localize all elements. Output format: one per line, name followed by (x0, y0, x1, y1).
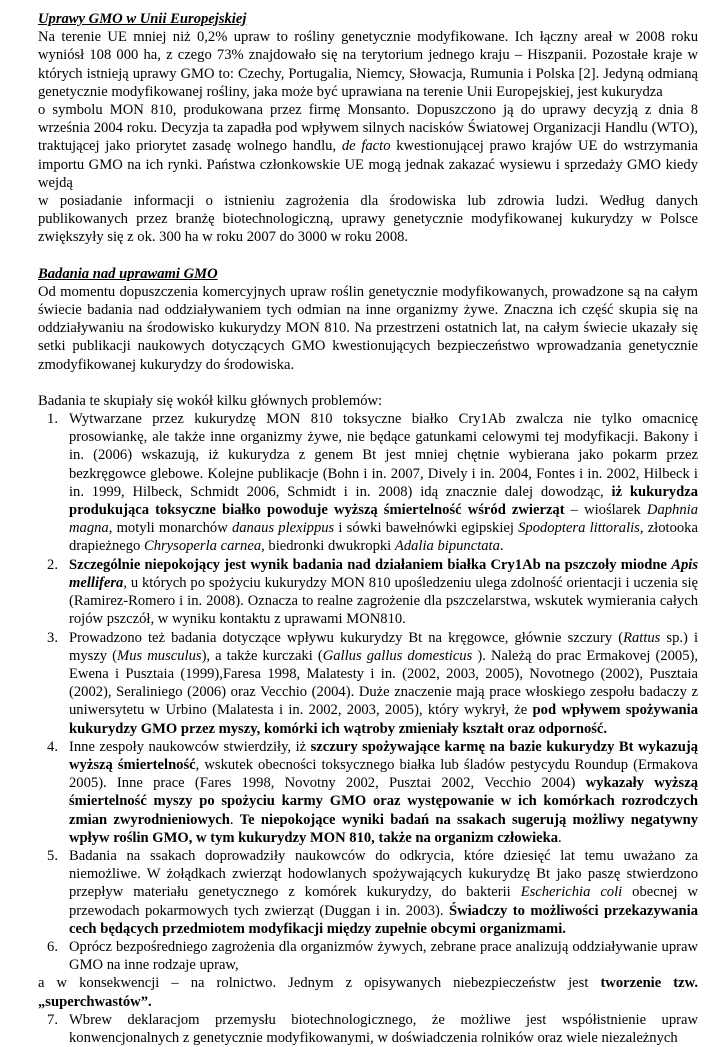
list-number: 4. (47, 738, 58, 755)
section-heading-eu-crops: Uprawy GMO w Unii Europejskiej (38, 11, 247, 27)
paragraph-eu-crops-1: Na terenie UE mniej niż 0,2% upraw to rośliny genetycznie modyfikowane. Ich łączny areał w 2008 roku wyniósł 108 000 ha, z czego 73% znajdowało się na terytorium jednego kraju – Hiszpanii. Pozostałe kraje w których istnieją uprawy GMO to: Czechy, Portugalia, Niemcy, Słowacja, Rumunia i Polska [2]. Jedyną odmianą genetycznie modyfikowanej rośliny, jaka może być uprawiana na terenie Unii Europejskiej, jest kukurydza (38, 29, 698, 100)
list-item-3: 3. Prowadzono też badania dotyczące wpływu kukurydzy Bt na kręgowce, głównie szczury (Rattus sp.) i myszy (Mus musculus), a także kurczaki (Gallus gallus domesticus ). Należą do prac Ermakovej (2005), Ewena i Pusztaia (1999),Faresa 1998, Malatesty i in. (2002, 2003, 2005), Novotnego (2002), Pusztaia (2002), Seraliniego (2006) oraz Vecchio (2004). Duże znaczenie mają prace włoskiego zespołu badaczy z uniwersytetu w Urbino (Malatesta i in. 2002, 2003, 2005), który wykrył, że pod wpływem spożywania kukurydzy GMO przez myszy, komórki ich wątroby zmieniały kształt oraz odporność. (47, 629, 699, 737)
spacer (38, 247, 698, 265)
list-item-1: 1. Wytwarzane przez kukurydzę MON 810 toksyczne białko Cry1Ab zwalcza nie tylko omacnicę prosowiankę, ale także inne organizmy żywe, nie będące gatunkami celowymi tej modyfikacji. Bakony i in. (2006) wskazują, iż kukurydza z genem Bt jest mniej chętnie wybierana jako pokarm przez bezkręgowce glebowe. Kolejne publikacje (Bohn i in. 2007, Dively i in. 2004, Fontes i in. 2002, Hilbeck i in. 1999, Hilbeck, Schmidt 2006, Schmidt i in. 2008) idą znacznie dalej dowodząc, iż kukurydza produkująca toksyczne białko powoduje wyższą śmiertelność wśród zwierząt – wioślarek Daphnia magna, motyli monarchów danaus plexippus i sówki bawełnówki egipskiej Spodoptera littoralis, złotooka drapieżnego Chrysoperla carnea, biedronki dwukropki Adalia bipunctata. (47, 411, 698, 555)
list-number: 1. (47, 411, 58, 428)
list-item-6-continuation: a w konsekwencji – na rolnictwo. Jednym z opisywanych niebezpieczeństw jest tworzenie tzw. „superchwastów”. (38, 975, 698, 1010)
paragraph-eu-crops-3: w posiadanie informacji o istnieniu zagrożenia dla środowiska lub zdrowia ludzi. Według danych publikowanych przez branżę biotechnologiczną, uprawy genetycznie modyfikowanej kukurydzy w Polsce zwiększyły się z ok. 300 ha w roku 2007 do 3000 w roku 2008. (38, 193, 698, 246)
list-number: 2. (47, 556, 58, 573)
paragraph-research-intro: Od momentu dopuszczenia komercyjnych upraw roślin genetycznie modyfikowanych, prowadzone są na całym świecie badania nad oddziaływaniem tych odmian na inne organizmy żywe. Znaczna ich część skupia się na oddziaływaniu na środowisko kukurydzy MON 810. Na przestrzeni ostatnich lat, na całym świecie ukazały się setki publikacji naukowych dotyczących GMO kwestionujących bezpieczeństwo wprowadzania genetycznie zmodyfikowanej kukurydzy do środowiska. (38, 283, 698, 373)
spacer (38, 374, 698, 392)
list-item-5: 5. Badania na ssakach doprowadziły naukowców do odkrycia, które dziesięć lat temu uważano za niemożliwe. W żołądkach zwierząt hodowlanych spożywających kukurydzę Bt jako paszę stwierdzono przepływ materiału genetycznego z komórek kukurydzy, do bakterii Escherichia coli obecnej w przewodach pokarmowych tych zwierząt (Duggan i in. 2003). Świadczy to możliwości przekazywania cech będących przedmiotem modyfikacji między zupełnie obcymi organizmami. (47, 847, 698, 937)
problems-list (38, 410, 698, 974)
list-item-2: 2. Szczególnie niepokojący jest wynik badania nad działaniem białka Cry1Ab na pszczoły miodne Apis mellifera, u których po spożyciu kukurydzy MON 810 upośledzeniu ulega zdolność orientacji i uczenia się (Ramirez-Romero i in. 2008). Oznacza to realne zagrożenie dla pszczelarstwa, wskutek wymierania całych rojów pszczół, w wyniku kontaktu z uprawami MON810. (47, 556, 698, 628)
list-item-4: 4. Inne zespoły naukowców stwierdziły, iż szczury spożywające karmę na bazie kukurydzy Bt wykazują wyższą śmiertelność, wskutek obecności toksycznego białka lub śladów pestycydu Roundup (Ermakova 2005). Inne prace (Fares 1998, Novotny 2002, Pusztai 2002, Vecchio 2004) wykazały wyższą śmiertelność myszy po spożyciu karmy GMO oraz występowanie w ich komórkach rozrodczych zmian zwyrodnieniowych. Te niepokojące wyniki badań na ssakach sugerują możliwy negatywny wpływ roślin GMO, w tym kukurydzy MON 810, także na organizm człowieka. (47, 738, 698, 846)
list-number: 7. (47, 1011, 58, 1028)
list-number: 3. (47, 629, 58, 646)
list-number: 6. (47, 938, 58, 955)
section-heading-research: Badania nad uprawami GMO (38, 265, 218, 282)
problems-list-continued (38, 1011, 698, 1047)
list-item-6: 6. Oprócz bezpośredniego zagrożenia dla organizmów żywych, zebrane prace analizują oddziaływanie upraw GMO na inne rodzaje upraw, (47, 938, 698, 974)
document-page (38, 10, 698, 1047)
paragraph-problems-lead: Badania te skupiały się wokół kilku głównych problemów: (38, 392, 383, 409)
paragraph-eu-crops-2: o symbolu MON 810, produkowana przez firmę Monsanto. Dopuszczono ją do uprawy decyzją z dnia 8 września 2004 roku. Decyzja ta zapadła pod wpływem silnych nacisków Światowej Organizacji Handlu (WTO), traktującej jako priorytet zasadę wolnego handlu, de facto kwestionującej prawo krajów UE do wstrzymania importu GMO na ich rynki. Państwa członkowskie UE mogą jednak zakazać wysiewu i sprzedaży GMO kiedy wejdą (38, 102, 699, 191)
list-number: 5. (47, 847, 58, 864)
list-item-7: 7. Wbrew deklaracjom przemysłu biotechnologicznego, że możliwe jest współistnienie upraw konwencjonalnych z genetycznie modyfikowanymi, w doświadczenia rolników oraz wiele niezależnych (47, 1011, 698, 1046)
